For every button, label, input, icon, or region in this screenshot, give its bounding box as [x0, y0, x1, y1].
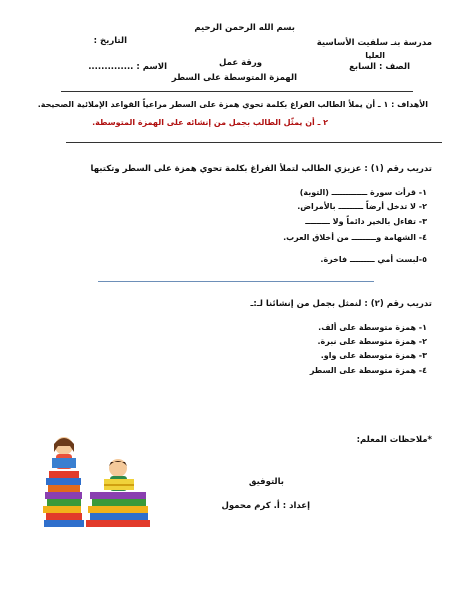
exercise-1-item-2: ٢- لا تدخل أرضاً ـــــــــ بالأمراض.	[297, 202, 427, 211]
topic-title: الهمزة المتوسطة على السطر	[171, 73, 297, 83]
worksheet-title: ورقة عمل	[219, 58, 262, 68]
school-name-line2: العليا	[365, 51, 385, 60]
exercise-divider	[98, 281, 374, 282]
objective-1: الأهداف : ١ ـ أن يملأ الطالب الفراغ بكلمة تحوي همزة على السطر مراعياً القواعد الإملائية الصحيحة.	[37, 100, 428, 109]
exercise-1-item-5: ٥-لبست أمي ـــــــــ فاخرة.	[320, 255, 427, 264]
exercise-1-title: تدريب رقم (١) : عزيزي الطالب لتملأ الفراغ بكلمة تحوي همزة على السطر وتكتبها	[90, 164, 432, 174]
exercise-2-item-4: ٤- همزة متوسطة على السطر	[309, 366, 427, 375]
exercise-2-item-1: ١- همزة متوسطة على ألف.	[318, 323, 427, 332]
objective-2: ٢ ـ أن يمثّل الطالب بجمل من إنشائه على الهمزة المتوسطة.	[92, 118, 328, 127]
children-reading-books-image	[40, 432, 155, 532]
teacher-notes-label: *ملاحظات المعلم:	[356, 435, 432, 445]
exercise-1-item-3: ٣- تفاءل بالخير دائماً ولا ـــــــــ	[305, 217, 427, 226]
exercise-1-item-4: ٤- الشهامة وـــــــــ من أخلاق العرب.	[283, 233, 427, 242]
exercise-1-item-1: ١- قرأت سورة ـــــــــــــ (التوبة)	[299, 188, 427, 197]
basmala: بسم الله الرحمن الرحيم	[194, 23, 295, 33]
school-name: مدرسة بنـ سلفيت الأساسية	[316, 38, 432, 48]
grade-label: الصف : السابع	[349, 62, 410, 72]
exercise-2-item-3: ٣- همزة متوسطة على واو.	[320, 351, 427, 360]
exercise-2-title: تدريب رقم (٢) : لنمثل بجمل من إنشائنا لـ:ـ	[250, 299, 432, 309]
prepared-by: إعداد : أ. كرم محمول	[221, 501, 310, 511]
name-label: الاسم : ..............	[88, 62, 167, 72]
exercise-2-item-2: ٢- همزة متوسطة على نبرة.	[317, 337, 427, 346]
header-divider	[61, 91, 413, 92]
good-luck-text: بالتوفيق	[248, 477, 284, 487]
date-label: التاريخ :	[93, 36, 127, 46]
objectives-divider	[66, 142, 442, 143]
